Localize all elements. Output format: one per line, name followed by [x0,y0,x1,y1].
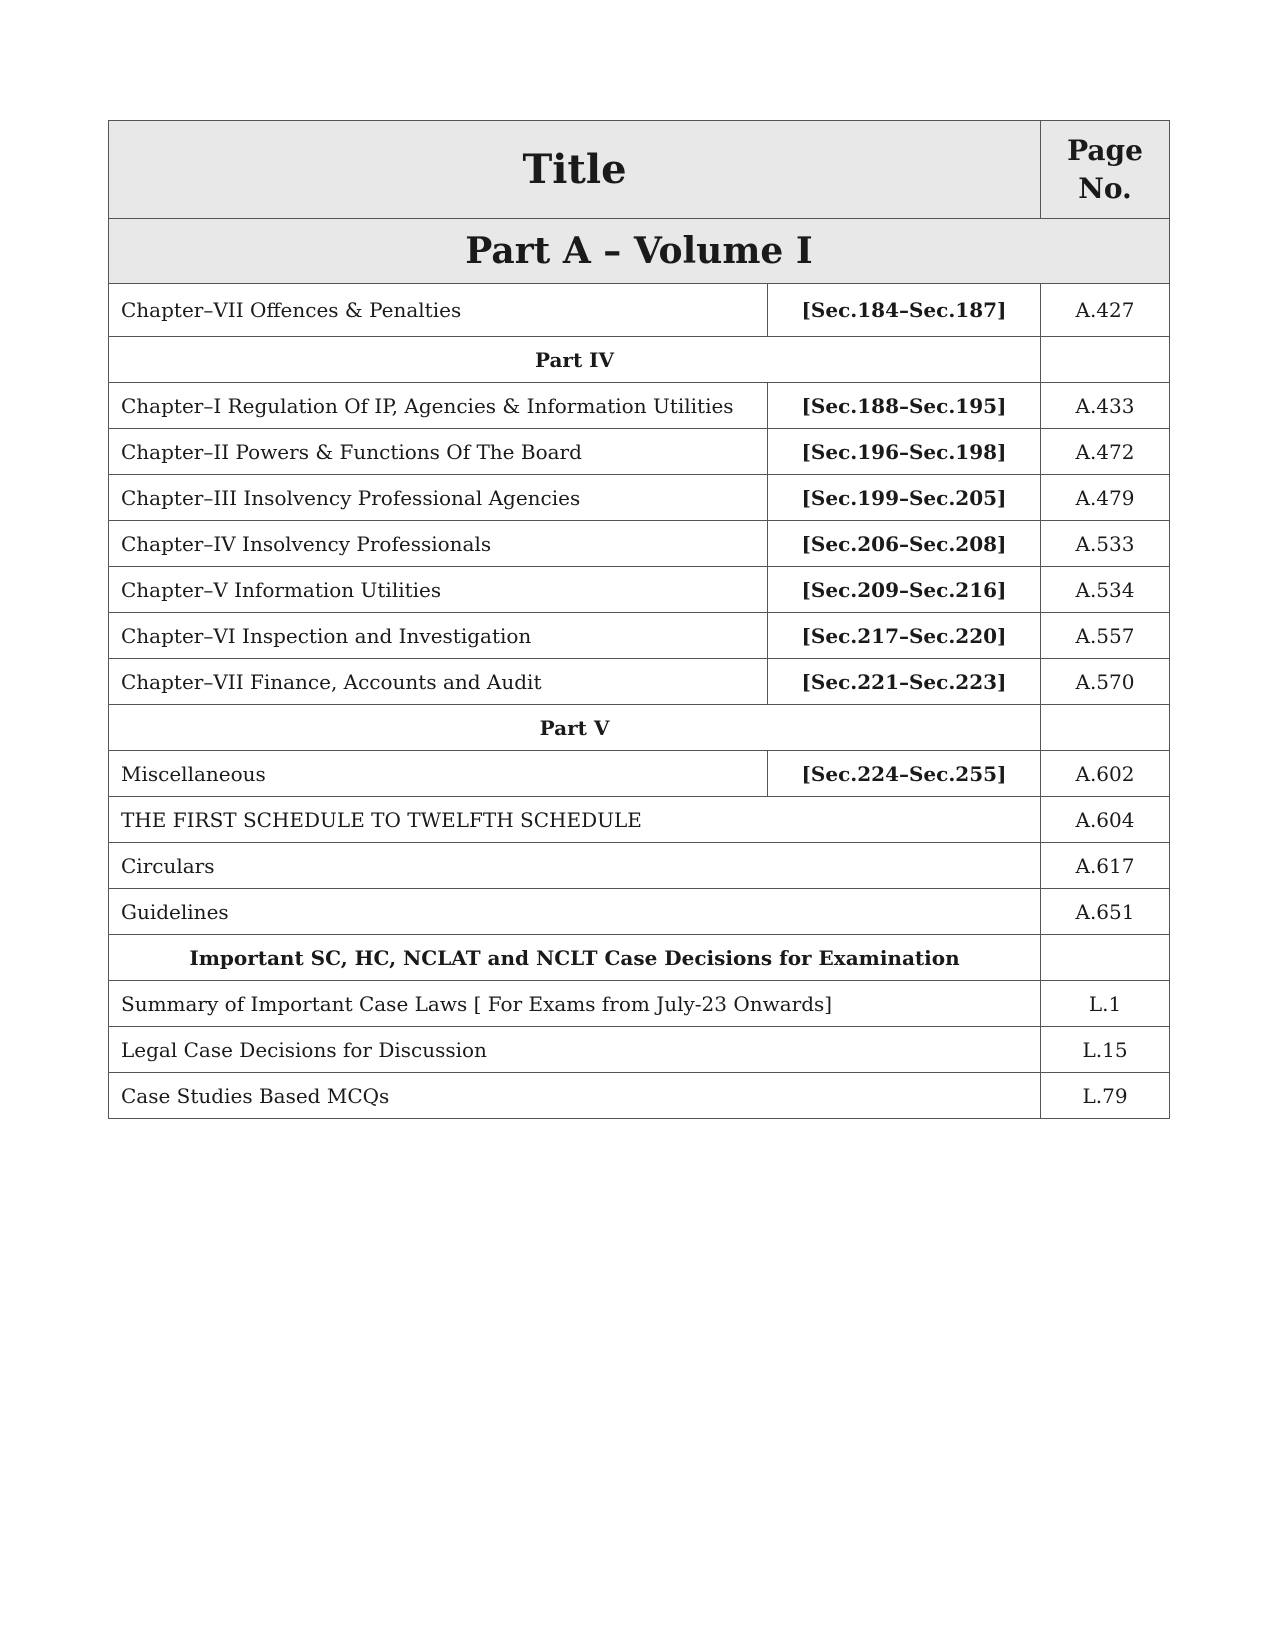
entry-sections: [Sec.188–Sec.195] [768,383,1041,429]
page-no-header-line1: Page [1067,133,1143,167]
entry-title: Chapter–VII Finance, Accounts and Audit [109,659,768,705]
entry-sections: [Sec.209–Sec.216] [768,567,1041,613]
entry-title: Chapter–VI Inspection and Investigation [109,613,768,659]
entry-page-number: A.427 [1041,284,1170,337]
entry-title: Legal Case Decisions for Discussion [109,1027,1041,1073]
entry-title: Case Studies Based MCQs [109,1073,1041,1119]
toc-entry-row [109,751,1170,797]
header-row [109,121,1170,219]
toc-body [109,284,1170,1119]
subheading-page-cell [1041,337,1170,383]
entry-sections: [Sec.221–Sec.223] [768,659,1041,705]
subheading-title: Part V [109,705,1041,751]
subheading-title: Part IV [109,337,1041,383]
entry-title: Chapter–IV Insolvency Professionals [109,521,768,567]
entry-page-number: A.533 [1041,521,1170,567]
toc-entry-row [109,797,1170,843]
entry-page-number: A.602 [1041,751,1170,797]
entry-title: THE FIRST SCHEDULE TO TWELFTH SCHEDULE [109,797,1041,843]
toc-entry-row [109,567,1170,613]
toc-subheading-row [109,705,1170,751]
toc-entry-row [109,1027,1170,1073]
title-column-header: Title [109,121,1041,219]
toc-entry-row [109,475,1170,521]
entry-title: Chapter–VII Offences & Penalties [109,284,768,337]
entry-page-number: A.570 [1041,659,1170,705]
entry-page-number: A.433 [1041,383,1170,429]
entry-page-number: A.479 [1041,475,1170,521]
toc-subheading-row [109,935,1170,981]
toc-entry-row [109,613,1170,659]
entry-title: Summary of Important Case Laws [ For Exams from July-23 Onwards] [109,981,1041,1027]
toc-subheading-row [109,337,1170,383]
entry-page-number: L.1 [1041,981,1170,1027]
entry-page-number: A.617 [1041,843,1170,889]
entry-page-number: L.15 [1041,1027,1170,1073]
part-heading-row [109,219,1170,284]
toc-entry-row [109,1073,1170,1119]
table-of-contents [108,120,1170,1119]
toc-entry-row [109,843,1170,889]
toc-entry-row [109,981,1170,1027]
entry-title: Chapter–I Regulation Of IP, Agencies & Information Utilities [109,383,768,429]
entry-title: Circulars [109,843,1041,889]
entry-page-number: A.534 [1041,567,1170,613]
entry-title: Chapter–V Information Utilities [109,567,768,613]
entry-title: Chapter–II Powers & Functions Of The Board [109,429,768,475]
toc-entry-row [109,659,1170,705]
entry-title: Chapter–III Insolvency Professional Agencies [109,475,768,521]
toc-entry-row [109,383,1170,429]
entry-title: Miscellaneous [109,751,768,797]
entry-page-number: L.79 [1041,1073,1170,1119]
subheading-page-cell [1041,935,1170,981]
entry-sections: [Sec.199–Sec.205] [768,475,1041,521]
entry-sections: [Sec.196–Sec.198] [768,429,1041,475]
subheading-title: Important SC, HC, NCLAT and NCLT Case Decisions for Examination [109,935,1041,981]
page-no-column-header [1041,121,1170,219]
entry-sections: [Sec.217–Sec.220] [768,613,1041,659]
entry-page-number: A.472 [1041,429,1170,475]
entry-sections: [Sec.224–Sec.255] [768,751,1041,797]
entry-sections: [Sec.184–Sec.187] [768,284,1041,337]
page-no-header-line2: No. [1078,171,1132,205]
entry-page-number: A.604 [1041,797,1170,843]
entry-page-number: A.557 [1041,613,1170,659]
part-heading: Part A – Volume I [109,219,1170,284]
entry-page-number: A.651 [1041,889,1170,935]
subheading-page-cell [1041,705,1170,751]
entry-title: Guidelines [109,889,1041,935]
toc-entry-row [109,429,1170,475]
toc-entry-row [109,889,1170,935]
toc-entry-row [109,284,1170,337]
toc-entry-row [109,521,1170,567]
entry-sections: [Sec.206–Sec.208] [768,521,1041,567]
